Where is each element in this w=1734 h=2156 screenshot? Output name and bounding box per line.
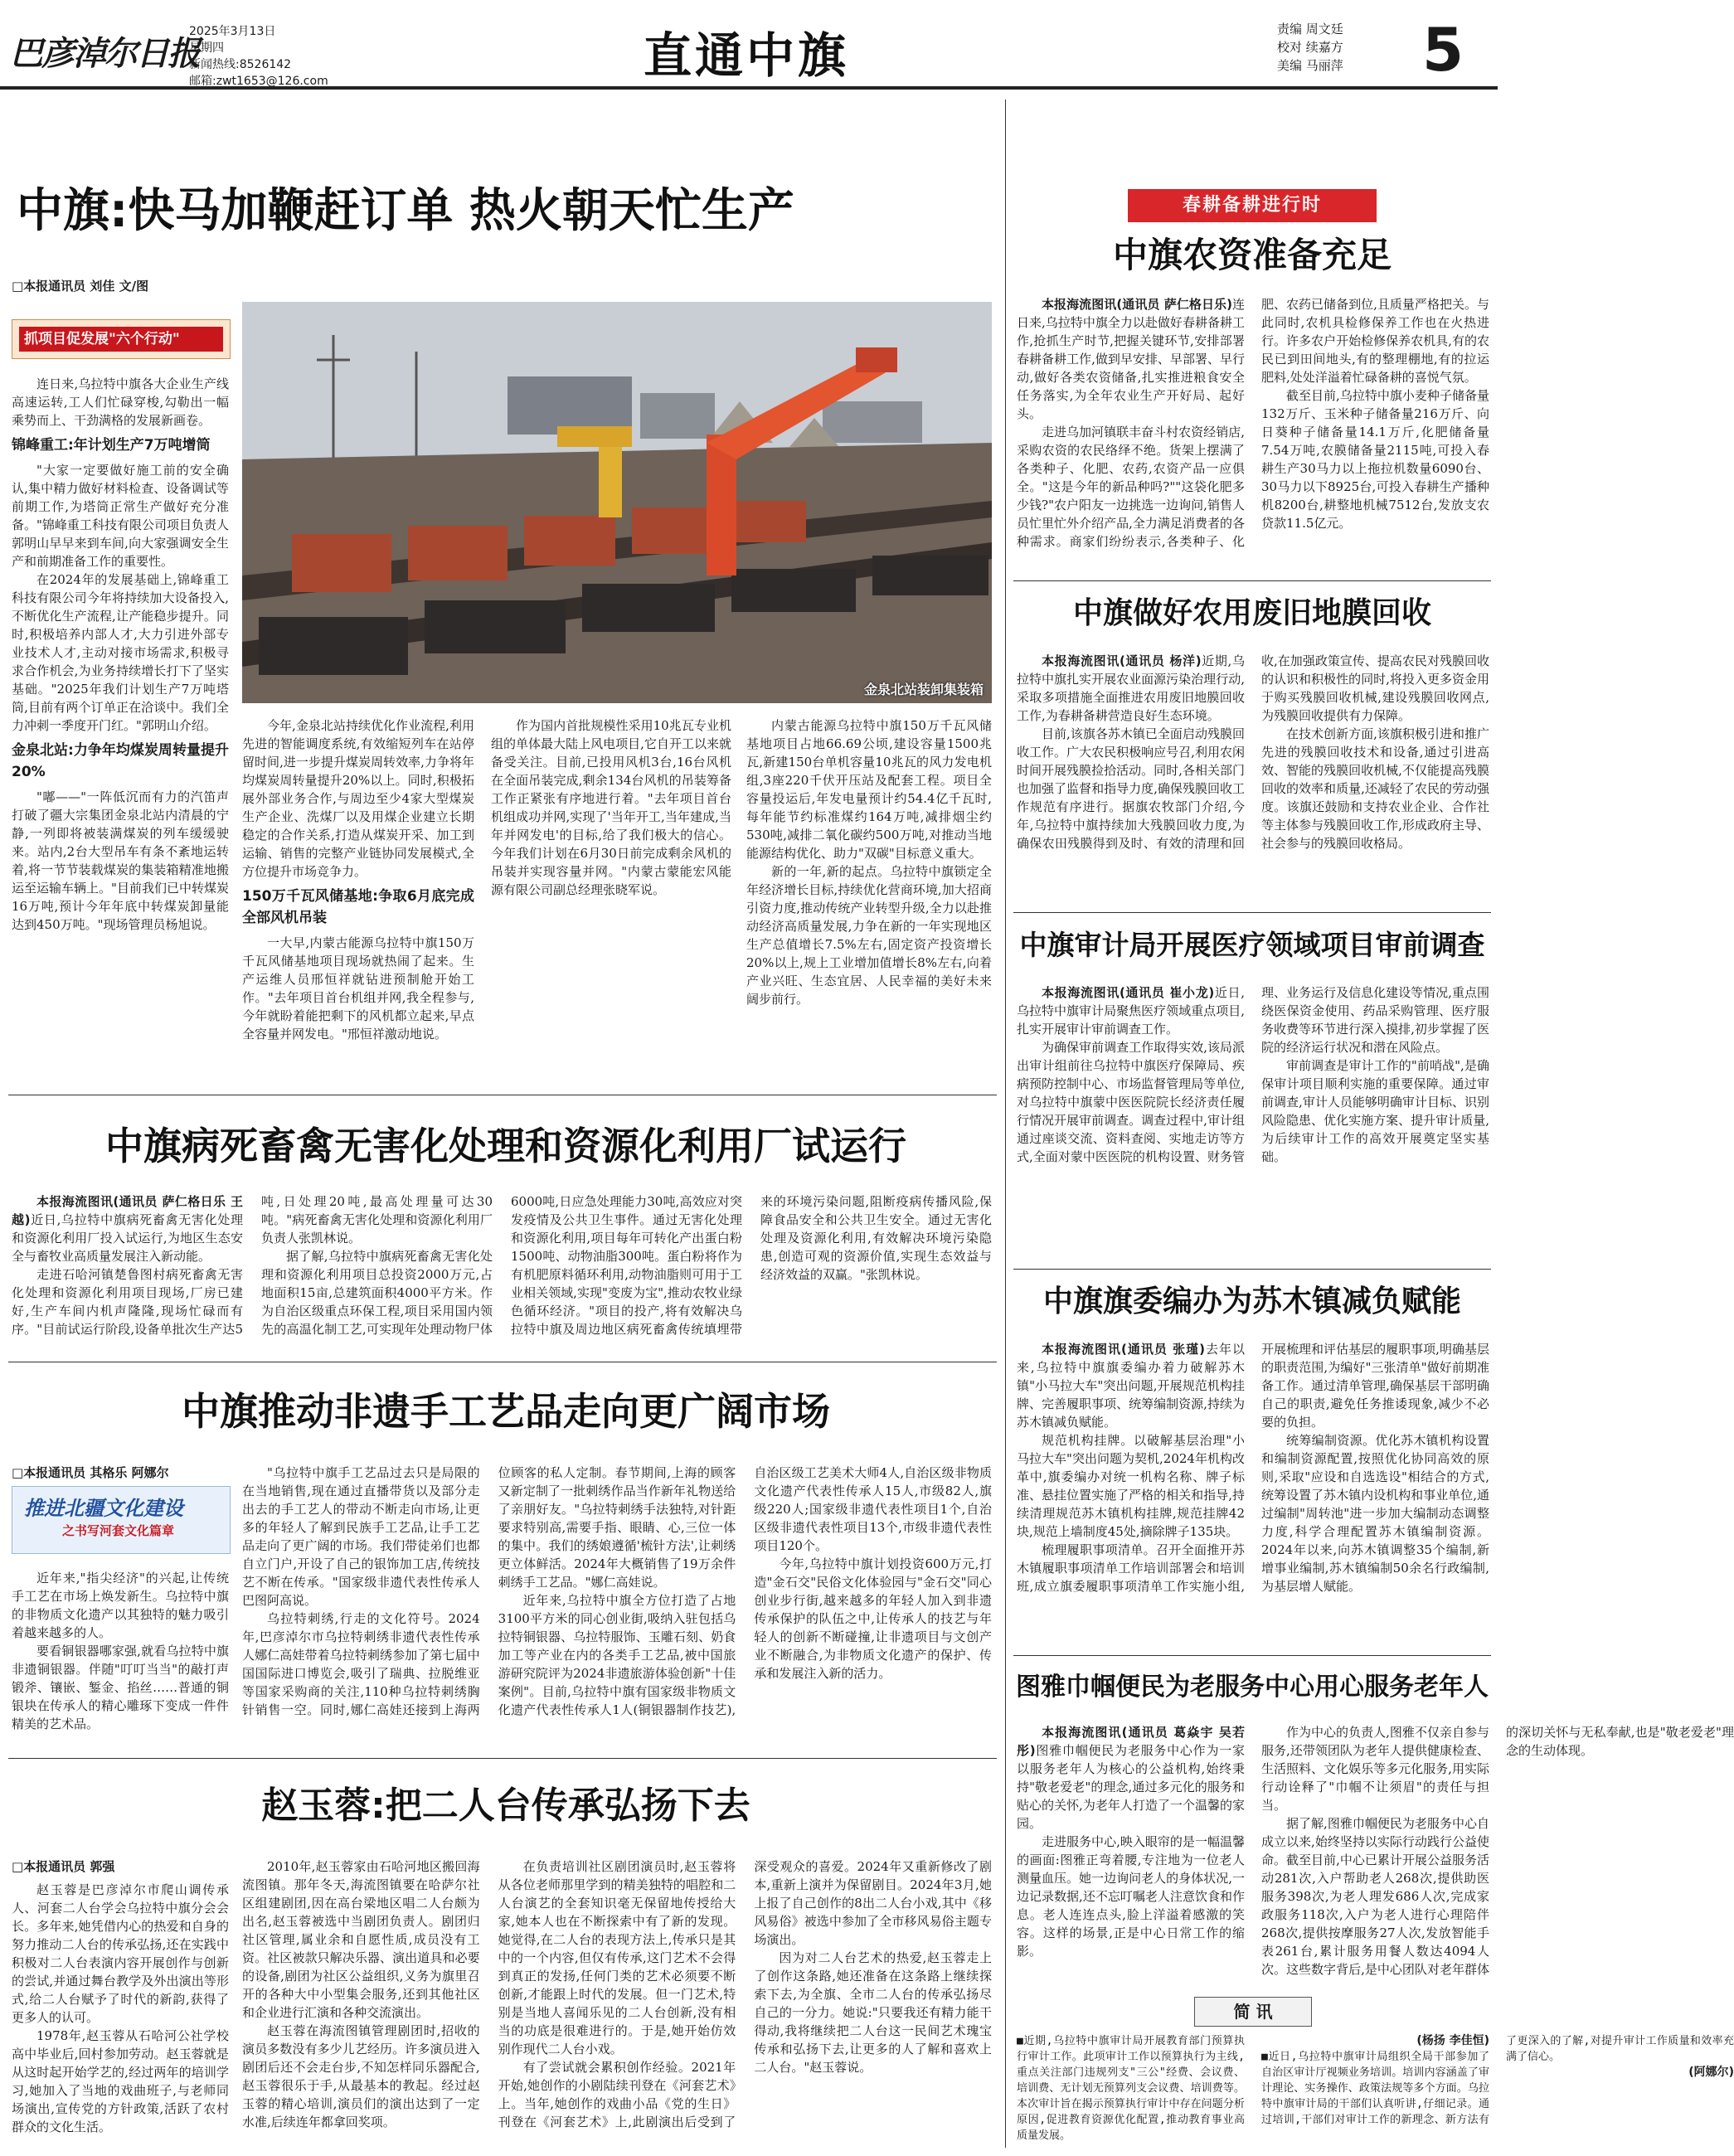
article4-para: 2010年,赵玉蓉家由石哈河地区搬回海流图镇。那年冬天,海流图镇要在哈萨尔社区组建剧团,因在高台梁地区唱二人台颇为出名,赵玉蓉被选中当剧团负责人。剧团归社区管理,属业余和自愿性质,成员没有工资。社区被款只解决乐器、演出道具和必要的设备,剧团为社区公益组织,义务为旗里召开的各种大中小型集会服务,还到其他社区和企业进行汇演和各种交流演出。	[242, 1859, 480, 2020]
article4-col1	[12, 1881, 229, 2146]
article2-para: 走进石哈河镇楚鲁图村病死畜禽无害化处理和资源化利用项目现场,厂房已建好,生产车间内机声隆隆,现场忙碌而有序。"目前试运行阶段,设备单批次生产达5吨,日处理20吨,最高处理量可达30吨。"病死畜禽无害化处理和资源化利用厂负责人张凯林说。	[12, 1194, 493, 1337]
right4-para: 规范机构挂牌。以破解基层治理"小马拉大车"突出问题为契机,2024年机构改革中,旗委编办对统一机构名称、牌子标准、悬挂位置实施了严格的相关和指导,持续清理规范苏木镇机构挂牌,规范挂牌42块,规范上墙制度45处,摘除牌子135块。	[1017, 1433, 1245, 1539]
brief-item: ■近期,乌拉特中旗审计局开展教育部门预算执行审计工作。此项审计工作以预算执行为主线,重点关注部门违规列支"三公"经费、会议费、培训费、无计划无预算列支会议费、培训费等。本次审计旨在揭示预算执行审计中存在问题分析原因,促进教育资源优化配置,推动教育事业高质量发展。 (杨扬 李佳恒)	[1017, 2034, 1489, 2142]
right2-para: 在技术创新方面,该旗积极引进和推广先进的残膜回收技术和设备,通过引进高效、智能的残膜回收机械,不仅能提高残膜回收的效率和质量,还减轻了农民的劳动强度。该旗还鼓励和支持农业企业、合作社等主体参与残膜回收工作,形成政府主导、社会参与的残膜回收格局。	[1261, 726, 1489, 851]
right4-para: 本报海流图讯(通讯员 张瑾)去年以来,乌拉特中旗旗委编办着力破解苏木镇"小马拉大车"突出问题,开展规范机构挂牌、完善履职事项、统筹编制资源,持续为苏木镇减负赋能。	[1017, 1342, 1245, 1430]
right4-title: 中旗旗委编办为苏木镇减负赋能	[1042, 1284, 1461, 1318]
article1-col3	[491, 716, 731, 1090]
brief-news-body	[1017, 2033, 1734, 2149]
brief-news-heading: 简 讯	[1233, 2002, 1273, 2022]
article3-title: 中旗推动非遗手工艺品走向更广阔市场	[182, 1389, 830, 1434]
article4-para: 有了尝试就会累积创作经验。2021年开始,她创作的小剧陆续刊登在《河套艺术》上。当年,她创作的戏曲小品《党的生日》刊登在《河套艺术》上,此剧演出后受到了深受观众的喜爱。2024年又重新修改了剧本,重新上演并为保留剧目。2024年3月,她上报了自己创作的8出二人台小戏,其中《移风易俗》被选中参加了全市移风易俗主题专场演出。	[498, 1859, 992, 2129]
news-photo-container-yard	[242, 302, 992, 703]
issue-weekday: 星期四	[189, 41, 224, 55]
right5-para: 作为中心的负责人,图雅不仅亲自参与服务,还带领团队为老年人提供健康检查、生活照料、文化娱乐等多元化服务,用实际行动诠释了"巾帼不让须眉"的责任与担当。	[1261, 1725, 1489, 1813]
right1-title: 中旗农资准备充足	[1112, 235, 1392, 275]
article1-para: 作为国内首批规模性采用10兆瓦专业机组的单体最大陆上风电项目,它自开工以来就备受关注。目前,已投用风机3台,16台风机在全面吊装完成,剩余134台风机的吊装筹备工作正紧张有序地进行着。"去年项目首台机组成功并网,实现了'当年开工,当年建成,当年并网发电'的目标,给了我们极大的信心。今年我们计划在6月30日前完成剩余风机的吊装并实现容量并网。"内蒙古蒙能宏风能源有限公司副总经理张晓军说。	[491, 718, 731, 897]
article4-title: 赵玉蓉:把二人台传承弘扬下去	[261, 1785, 750, 1827]
news-hotline: 新闻热线:8526142	[189, 58, 292, 71]
article1-title: 中旗:快马加鞭赶订单 热火朝天忙生产	[17, 184, 794, 238]
page-number: 5	[1421, 15, 1464, 85]
right3-para: 审前调查是审计工作的"前哨战",是确保审计项目顺利实施的重要保障。通过审前调查,审计人员能够明确审计目标、识别风险隐患、优化实施方案、提升审计质量,为后续审计工作的高效开展奠定坚实基础。	[1261, 1058, 1489, 1164]
article2-para: 据了解,乌拉特中旗病死畜禽无害化处理和资源化利用项目总投资2000万元,占地面积15亩,总建筑面积4000平方米。作为自治区级重点环保工程,项目采用国内领先的高温化制工艺,可实现年处理动物尸体6000吨,日应急处理能力30吨,高效应对突发疫情及公共卫生事件。通过无害化处理和资源化利用,项目每年可转化产出蛋白粉1500吨、动物油脂300吨。蛋白粉将作为有机肥原料循环利用,动物油脂则可用于工业相关领域,实现"变废为宝",推动农牧业绿色循环经济。"项目的投产,将有效解决乌拉特中旗及周边地区病死畜禽传统填埋带来的环境污染问题,阻断疫病传播风险,保障食品安全和公共卫生安全。通过无害化处理及资源化利用,有效解决环境污染隐患,创造可观的资源价值,实现生态效益与经济效益的双赢。"张凯林说。	[261, 1194, 992, 1337]
editor-line: 美编 马丽萍	[1277, 58, 1343, 73]
article4-para: 1978年,赵玉蓉从石哈河公社学校高中毕业后,回村参加劳动。赵玉蓉就是从这时起开始学艺的,经过两年的培训学习,她加入了当地的戏曲班子,与老师同场演出,宣传党的方针政策,活跃了农村群众的文化生活。	[12, 2028, 229, 2134]
right1-byline: 本报海流图讯(通讯员 萨仁格日乐)	[1042, 297, 1232, 312]
article1-col4	[746, 716, 992, 1090]
right2-title: 中旗做好农用废旧地膜回收	[1072, 596, 1431, 630]
section-rule	[1013, 1655, 1491, 1656]
article3-para: 乌拉特刺绣,行走的文化符号。2024年,巴彦淖尔市乌拉特刺绣非遗代表性传承人娜仁高娃带着乌拉特刺绣参加了第七届中国国际进口博览会,吸引了瑞典、拉脱维亚等国家采购商的关注,110种乌拉特刺绣胸针销售一空。同时,娜仁高娃还接到上海两位顾客的私人定制。春节期间,上海的顾客又新定制了一批刺绣作品当作新年礼物送给了亲朋好友。"乌拉特刺绣手法独特,对针距要求特别高,需要手指、眼睛、心,三位一体的集中。我们的绣娘遵循'梳针方法',让刺绣更立体鲜活。2024年大概销售了19万余件刺绣手工艺品。"娜仁高娃说。	[242, 1465, 736, 1717]
article1-byline: □本报通讯员 刘佳 文/图	[12, 279, 149, 294]
article1-para: "大家一定要做好施工前的安全确认,集中精力做好材料检查、设备调试等前期工作,为塔筒正常生产做好充分准备。"锦峰重工科技有限公司项目负责人郭明山早早来到车间,向大家强调安全生产和前期准备工作的重要性。	[12, 463, 229, 569]
editor-line: 校对 续嘉方	[1277, 40, 1343, 55]
right2-byline: 本报海流图讯(通讯员 杨洋)	[1042, 653, 1202, 668]
right3-para: 为确保审前调查工作取得实效,该局派出审计组前往乌拉特中旗医疗保障局、疾病预防控制中心、市场监督管理局等单位,对乌拉特中旗蒙中医医院院长经济责任履行情况开展审前调查。调查过程中,审计组通过座谈交流、资料查阅、实地走访等方式,全面对蒙中医医院的机构设置、财务管理、业务运行及信息化建设等情况,重点围绕医保资金使用、药品采购管理、医疗服务收费等环节进行深入摸排,初步掌握了医院的经济运行状况和潜在风险点。	[1017, 985, 1489, 1164]
article2-body	[12, 1192, 992, 1342]
right5-para: 走进服务中心,映入眼帘的是一幅温馨的画面:图雅正弯着腰,专注地为一位老人测量血压。她一边询问老人的身体状况,一边记录数据,还不忘叮嘱老人注意饮食和作息。老人连连点头,脸上洋溢着感激的笑容。这样的场景,正是中心日常工作的缩影。	[1017, 1834, 1245, 1959]
right3-para: 本报海流图讯(通讯员 崔小龙)近日,乌拉特中旗审计局聚焦医疗领域重点项目,扎实开展审计审前调查工作。	[1017, 985, 1245, 1037]
article4-body	[242, 1857, 992, 2146]
right4-para: 梳理履职事项清单。召开全面推开苏木镇履职事项清单工作培训部署会和培训班,成立旗委履职事项清单工作实施小组,开展梳理和评估基层的履职事项,明确基层的职责范围,为编好"三张清单"做好前期准备工作。通过清单管理,确保基层干部明确自己的职责,避免任务推诿现象,减少不必要的负担。	[1017, 1342, 1489, 1594]
article3-byline: □本报通讯员 其格乐 阿娜尔	[12, 1465, 169, 1480]
section-rule	[1013, 912, 1491, 913]
article1-para: 一大早,内蒙古能源乌拉特中旗150万千瓦风储基地项目现场就热闹了起来。生产运维人员邢恒祥就钻进预制舱开始工作。"去年项目首台机组并网,我全程参与,今年就盼着能把剩下的风机都立起来,早点全容量并网发电。"邢恒祥激动地说。	[242, 935, 474, 1042]
brief-news-header	[1194, 1997, 1312, 2027]
culture-badge-line1: 推进北疆文化建设	[24, 1497, 183, 1520]
editor-line: 责编 周文廷	[1277, 22, 1343, 36]
article1-subhead-2: 金泉北站:力争年均煤炭周转量提升20%	[12, 742, 229, 780]
article4-para: 因为对二人台艺术的热爱,赵玉蓉走上了创作这条路,她还准备在这条路上继续探索下去,为全旗、全市二人台的传承弘扬尽自己的一分力。她说:"只要我还有精力能干得动,我将继续把二人台这一民间艺术瑰宝传承和弘扬下去,让更多的人了解和喜欢上二人台。"赵玉蓉说。	[754, 1950, 992, 2075]
paper-logo	[10, 25, 199, 83]
right3-byline: 本报海流图讯(通讯员 崔小龙)	[1042, 985, 1215, 1000]
right4-byline: 本报海流图讯(通讯员 张瑾)	[1042, 1342, 1205, 1357]
article1-para: 新的一年,新的起点。乌拉特中旗锁定全年经济增长目标,持续优化营商环境,加大招商引资力度,推动传统产业转型升级,全力以赴推动经济高质量发展,力争在新的一年实现地区生产总值增长7.5%左右,固定资产投资增长20%以上,规上工业增加值增长8%左右,向着产业兴旺、生态宜居、人民幸福的美好未来阔步前行。	[746, 864, 992, 1007]
article1-col1	[12, 375, 229, 1090]
article1-para: 内蒙古能源乌拉特中旗150万千瓦风储基地项目占地66.69公顷,建设容量1500兆瓦,新建150台单机容量10兆瓦的风力发电机组,3座220千伏开压站及配套工程。项目全容量投运后,年发电量预计约54.4亿千瓦时,每年能节约标准煤约164万吨,减排烟尘约530吨,减排二氧化碳约500万吨,对推动当地能源结构优化、助力"双碳"目标意义重大。	[746, 718, 992, 861]
brief-credit: (阿娜尔)	[1688, 2066, 1734, 2079]
column-divider	[1005, 100, 1006, 2148]
right2-para: 本报海流图讯(通讯员 杨洋)近期,乌拉特中旗扎实开展农业面源污染治理行动,采取多项措施全面推进农用废旧地膜回收工作,为春耕备耕营造良好生态环境。	[1017, 653, 1245, 723]
photo-illustration	[242, 302, 992, 703]
right5-body	[1017, 1723, 1734, 1988]
editor-credits	[1277, 20, 1343, 75]
article3-para: 近年来,乌拉特中旗全方位打造了占地3100平方米的同心创业街,吸纳入驻包括乌拉特铜银器、乌拉特服饰、玉雕石刻、奶食加工等产业在内的各类手工艺品,被中国旅游研究院评为2024非遗旅游体验创新"十佳案例"。目前,乌拉特中旗有国家级非物质文化遗产代表性传承人1人(铜银器制作技艺),自治区级工艺美术大师4人,自治区级非物质文化遗产代表性传承人15人,市级82人,旗级220人;国家级非遗代表性项目1个,自治区级非遗代表性项目13个,市级非遗代表性项目120个。	[498, 1465, 992, 1717]
right2-para: 目前,该旗各苏木镇已全面启动残膜回收工作。广大农民积极响应号召,利用农闲时间开展残膜捡拾活动。同时,各相关部门也加强了监督和指导力度,确保残膜回收工作规范有序进行。据旗农牧部门介绍,今年,乌拉特中旗持续加大残膜回收力度,为确保农田残膜得到及时、有效的清理和回收,在加强政策宣传、提高农民对残膜回收的认识和积极性的同时,将投入更多资金用于购买残膜回收机械,建设残膜回收网点,为残膜回收提供有力保障。	[1017, 653, 1489, 851]
article3-body	[242, 1464, 992, 1737]
article3-para: 今年,乌拉特中旗计划投资600万元,打造"金石交"民俗文化体验园与"金石交"同心创业步行街,越来越多的年轻人加入到非遗传承保护的队伍之中,让传承人的技艺与年轻人的创新不断碰撞,让非遗项目与文创产业不断融合,为非物质文化遗产的保护、传承和发展注入新的活力。	[754, 1556, 992, 1681]
article1-subhead-1: 锦峰重工:年计划生产7万吨增筒	[12, 437, 211, 454]
masthead-info	[189, 23, 328, 90]
article4-para: 在负责培训社区剧团演员时,赵玉蓉将从各位老师那里学到的精美独特的唱腔和二人台演艺的全套知识毫无保留地传授给大家,她本人也在不断探索中有了新的发现。她觉得,在二人台的表现方法上,传承只是其中的一个内容,但仅有传承,这门艺术不会得到真正的发扬,任何门类的艺术必须要不断创新,才能跟上时代的发展。但一门艺术,特别是当地人喜闻乐见的二人台创新,没有相当的功底是很难进行的。于是,她开始仿效别作现代二人台小戏。	[498, 1859, 736, 2056]
article4-para: 赵玉蓉是巴彦淖尔市爬山调传承人、河套二人台学会乌拉特中旗分会会长。多年来,她凭借内心的热爱和自身的努力推动二人台的传承弘扬,还在实践中积极对二人台表演内容开展创作与创新的尝试,并通过舞台教学及外出演出等形式,给二人台赋予了时代的新韵,获得了更多人的认可。	[12, 1882, 229, 2025]
campaign-badge-text: 抓项目促发展"六个行动"	[19, 327, 223, 352]
campaign-badge	[12, 319, 231, 359]
culture-badge-line2: 之书写河套文化篇章	[62, 1523, 175, 1538]
article1-para: 今年,金泉北站持续优化作业流程,利用先进的智能调度系统,有效缩短列车在站停留时间,进一步提升煤炭周转效率,力争将年均煤炭周转量提升20%以上。同时,积极拓展外部业务合作,与周边至少4家大型煤炭生产企业、洗煤厂以及用煤企业建立长期稳定的合作关系,打造从煤炭开采、加工到运输、销售的完整产业链协同发展模式,全方位提升市场竞争力。	[242, 718, 474, 879]
article2-para: 本报海流图讯(通讯员 萨仁格日乐 王越)近日,乌拉特中旗病死畜禽无害化处理和资源化利用厂投入试运行,为地区生态安全与畜牧业高质量发展注入新动能。	[12, 1194, 243, 1264]
right3-title: 中旗审计局开展医疗领域项目审前调查	[1019, 929, 1485, 961]
article3-para: "乌拉特中旗手工艺品过去只是局限的在当地销售,现在通过直播带货以及部分走出去的手工艺人的带动不断走向市场,让更多的年轻人了解到民族手工艺品,让手工艺品走向了更广阔的市场。我们带徒弟们也都自立门户,开设了自己的银饰加工店,传统技艺不断在传承。"国家级非遗代表性传承人巴图阿高说。	[242, 1465, 480, 1608]
brief-item: ■近日,乌拉特中旗审计局组织全局干部参加了自治区审计厅视频业务培训。培训内容涵盖了审计理论、实务操作、政策法规等多个方面。乌拉特中旗审计局的干部们认真听讲,仔细记录。通过培训,干部们对审计工作的新理念、新方法有了更深入的了解,对提升审计工作质量和效率充满了信心。 (阿娜尔)	[1261, 2035, 1734, 2126]
article1-col2	[242, 716, 474, 1090]
right5-title: 图雅巾帼便民为老服务中心用心服务老年人	[1016, 1673, 1489, 1702]
contact-email: 邮箱:zwt1653@126.com	[189, 75, 328, 88]
article2-byline: 本报海流图讯(通讯员 萨仁格日乐 王越)	[12, 1194, 243, 1227]
article4-para: 赵玉蓉在海流图镇管理剧团时,招收的演员多数没有多少儿艺经历。许多演员进入剧团后还不会走台步,不知怎样同乐器配合,赵玉蓉很乐于手,从最基本的教起。经过赵玉蓉的精心培训,演员们的演出达到了一定水准,后续连年都拿回奖项。	[242, 2023, 480, 2129]
article1-subhead-3: 150万千瓦风储基地:争取6月底完成全部风机吊装	[242, 888, 474, 926]
right5-para: 本报海流图讯(通讯员 葛焱宇 吴若彤)图雅巾帼便民为老服务中心作为一家以服务老年人为核心的公益机构,始终秉持"敬老爱老"的理念,通过多元化的服务和贴心的关怀,为老年人打造了一个温馨的家园。	[1017, 1725, 1245, 1831]
section-title: 直通中旗	[643, 27, 849, 84]
article1-lead: 连日来,乌拉特中旗各大企业生产线高速运转,工人们忙碌穿梭,勾勒出一幅乘势而上、干劲满格的发展新画卷。	[12, 376, 229, 428]
article3-para: 要看铜银器哪家强,就看乌拉特中旗非遗铜银器。伴随"叮叮当当"的敲打声锻斧、镶嵌、錾金、掐丝……普通的铜银块在传承人的精心雕琢下变成一件件精美的艺术品。	[12, 1644, 229, 1731]
right1-para: 本报海流图讯(通讯员 萨仁格日乐)连日来,乌拉特中旗全力以赴做好春耕备耕工作,抢抓生产时节,把握关键环节,安排部署春耕备耕工作,做到早安排、早部署、早行动,做好各类农资储备,扎实推进粮食安全任务落实,为全年农业生产开好局、起好头。	[1017, 297, 1245, 421]
right4-body	[1017, 1340, 1489, 1649]
right2-body	[1017, 652, 1489, 906]
spring-farming-banner	[1128, 189, 1377, 222]
photo-caption: 金泉北站装卸集装箱	[863, 682, 984, 697]
article4-byline: □本报通讯员 郭强	[12, 1859, 115, 1874]
culture-badge	[12, 1486, 231, 1554]
paper-name: 巴彦淖尔日报	[10, 34, 199, 73]
issue-date: 2025年3月13日	[189, 25, 276, 38]
right3-body	[1017, 983, 1489, 1260]
right1-para: 截至目前,乌拉特中旗小麦种子储备量132万斤、玉米种子储备量216万斤、向日葵种子储备量14.1万斤,化肥储备量7.54万吨,农膜储备量2115吨,可投入春耕生产30马力以上拖拉机数量6090台、30马力以下8925台,可投入春耕生产播种机8200台,耕整地机械7512台,发放支农贷款11.5亿元。	[1261, 388, 1489, 531]
section-rule	[1013, 580, 1491, 581]
section-rule	[8, 1758, 997, 1759]
article2-title: 中旗病死畜禽无害化处理和资源化利用厂试运行	[105, 1124, 906, 1168]
article3-para: 近年来,"指尖经济"的兴起,让传统手工艺在市场上焕发新生。乌拉特中旗的非物质文化遗产以其独特的魅力吸引着越来越多的人。	[12, 1571, 229, 1640]
brief-credit: (杨扬 李佳恒)	[1416, 2034, 1489, 2047]
article1-para: 在2024年的发展基础上,锦峰重工科技有限公司今年将持续加大设备投入,不断优化生产流程,让产能稳步提升。同时,积极培养内部人才,大力引进外部专业技术人才,主动对接市场需求,积极寻求合作机会,为业务持续增长打下了坚实基础。"2025年我们计划生产7万吨塔筒,目前有两个订单正在洽谈中。我们全力冲刺一季度开门红。"郭明山介绍。	[12, 572, 229, 733]
masthead-rule	[0, 86, 1498, 90]
right4-para: 统筹编制资源。优化苏木镇机构设置和编制资源配置,按照优化协同高效的原则,采取"应设和自选选设"相结合的方式,统筹设置了苏木镇内设机构和事业单位,通过编制"周转池"进一步加大编制动态调整力度,科学合理配置苏木镇编制资源。2024年以来,向苏木镇调整35个编制,新增事业编制,苏木镇编制50余名行政编制,为基层增人赋能。	[1261, 1433, 1489, 1594]
spring-farming-banner-text: 春耕备耕进行时	[1182, 195, 1322, 216]
right5-para: 据了解,图雅巾帼便民为老服务中心自成立以来,始终坚持以实际行动践行公益使命。截至目前,中心已累计开展公益服务活动281次,入户帮助老人268次,提供助医服务398次,为老人理发686人次,完成家政服务118次,入户为老人进行心理陪伴268次,提供按摩服务27人次,发放智能手表261台,累计服务用餐人数达4094人次。这些数字背后,是中心团队对老年群体的深切关怀与无私奉献,也是"敬老爱老"理念的生动体现。	[1261, 1725, 1734, 1977]
article1-para: "嘟——"一阵低沉而有力的汽笛声打破了疆大宗集团金泉北站内清晨的宁静,一列即将被装满煤炭的列车缓缓驶来。站内,2台大型吊车有条不紊地运转着,将一节节装载煤炭的集装箱精准地搬运至运输车辆上。"目前我们已中转煤炭16万吨,预计今年年底中转煤炭卸量能达到450万吨。"现场管理员杨旭说。	[12, 789, 229, 932]
right5-byline: 本报海流图讯(通讯员 葛焱宇 吴若彤)	[1017, 1725, 1245, 1758]
article3-col1	[12, 1569, 229, 1735]
section-rule	[1013, 1269, 1491, 1270]
right1-body	[1017, 295, 1489, 571]
right1-para: 走进乌加河镇联丰奋斗村农资经销店,采购农资的农民络绎不绝。货架上摆满了各类种子、化肥、农药,农资产品一应俱全。"这是今年的新品种吗?""这袋化肥多少钱?"农户阳友一边挑选一边询问,销售人员忙里忙外介绍产品,全力满足消费者的各种需求。商家们纷纷表示,各类种子、化肥、农药已储备到位,且质量严格把关。与此同时,农机具检修保养工作也在火热进行。许多农户开始检修保养农机具,有的农民已到田间地头,有的整理棚地,有的拉运肥料,处处洋溢着忙碌备耕的喜悦气氛。	[1017, 297, 1489, 549]
